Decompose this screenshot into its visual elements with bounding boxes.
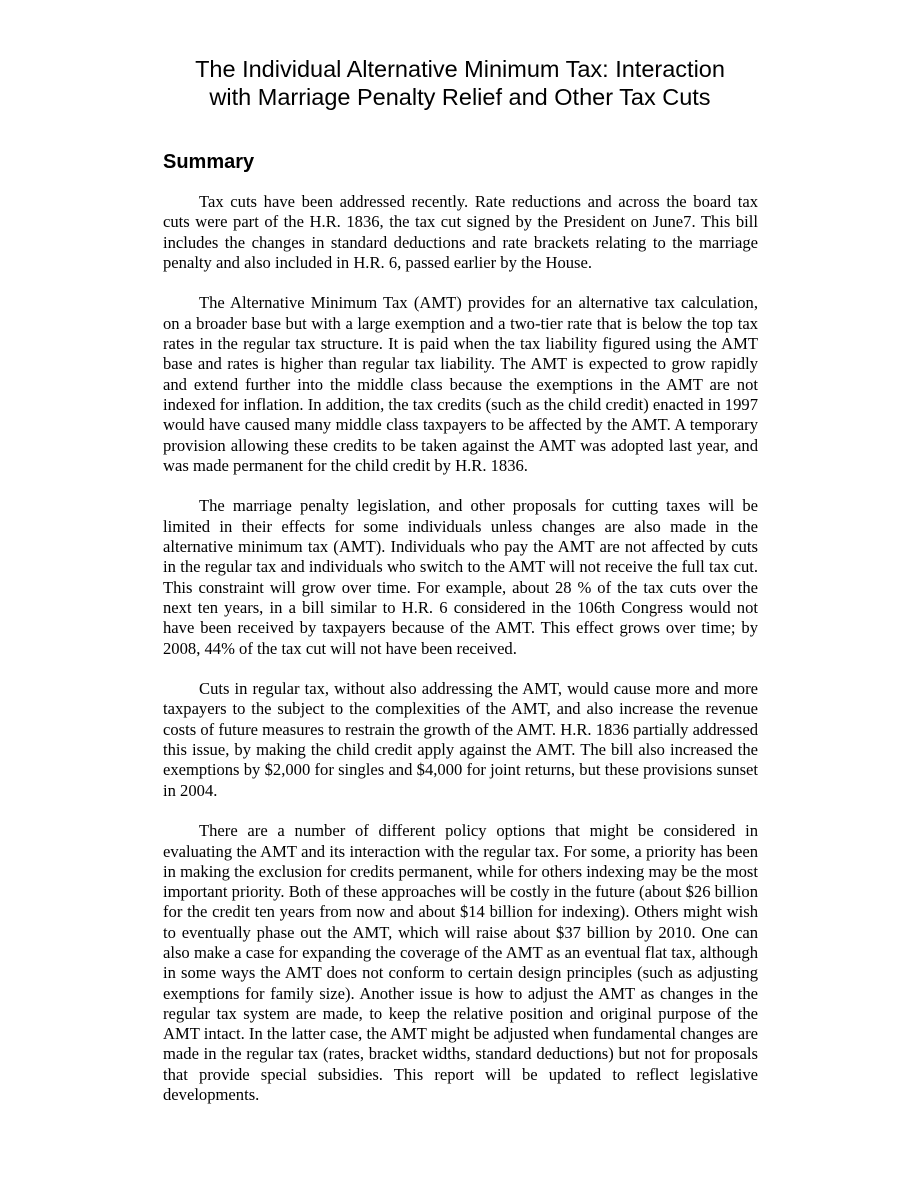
paragraph-5: There are a number of different policy options that might be considered in evaluating the AMT and its interaction with the regular tax. For some, a priority has been in making the exclusion for credits permanent, while for others indexing may be the most important priority. Both of these approaches will be costly in the future (about $26 billion for the credit ten years from now and about $14 billion for indexing). Others might wish to eventually phase out the AMT, which will raise about $37 billion by 2010. One can also make a case for expanding the coverage of the AMT as an eventual flat tax, although in some ways the AMT does not conform to certain design principles (such as adjusting exemptions for family size). Another issue is how to adjust the AMT as changes in the regular tax system are made, to keep the relative position and original purpose of the AMT intact. In the latter case, the AMT might be adjusted when fundamental changes are made in the regular tax (rates, bracket widths, standard deductions) but not for proposals that provide special subsidies. This report will be updated to reflect legislative developments.: [163, 821, 758, 1105]
paragraph-3: The marriage penalty legislation, and other proposals for cutting taxes will be limited in their effects for some individuals unless changes are also made in the alternative minimum tax (AMT). Individuals who pay the AMT are not affected by cuts in the regular tax and individuals who switch to the AMT will not receive the full tax cut. This constraint will grow over time. For example, about 28 % of the tax cuts over the next ten years, in a bill similar to H.R. 6 considered in the 106th Congress would not have been received by taxpayers because of the AMT. This effect grows over time; by 2008, 44% of the tax cut will not have been received.: [163, 496, 758, 658]
document-title: [150, 55, 770, 111]
title-line-2: with Marriage Penalty Relief and Other Tax Cuts: [209, 84, 711, 110]
title-line-1: The Individual Alternative Minimum Tax: Interaction: [195, 56, 725, 82]
summary-body: [163, 192, 758, 1126]
paragraph-2: The Alternative Minimum Tax (AMT) provides for an alternative tax calculation, on a broader base but with a large exemption and a two-tier rate that is below the top tax rates in the regular tax structure. It is paid when the tax liability figured using the AMT base and rates is higher than regular tax liability. The AMT is expected to grow rapidly and extend further into the middle class because the exemptions in the AMT are not indexed for inflation. In addition, the tax credits (such as the child credit) enacted in 1997 would have caused many middle class taxpayers to be affected by the AMT. A temporary provision allowing these credits to be taken against the AMT was adopted last year, and was made permanent for the child credit by H.R. 1836.: [163, 293, 758, 475]
paragraph-4: Cuts in regular tax, without also addressing the AMT, would cause more and more taxpayers to the subject to the complexities of the AMT, and also increase the revenue costs of future measures to restrain the growth of the AMT. H.R. 1836 partially addressed this issue, by making the child credit apply against the AMT. The bill also increased the exemptions by $2,000 for singles and $4,000 for joint returns, but these provisions sunset in 2004.: [163, 679, 758, 800]
paragraph-1: Tax cuts have been addressed recently. Rate reductions and across the board tax cuts were part of the H.R. 1836, the tax cut signed by the President on June7. This bill includes the changes in standard deductions and rate brackets relating to the marriage penalty and also included in H.R. 6, passed earlier by the House.: [163, 192, 758, 272]
section-heading-summary: Summary: [163, 151, 255, 173]
